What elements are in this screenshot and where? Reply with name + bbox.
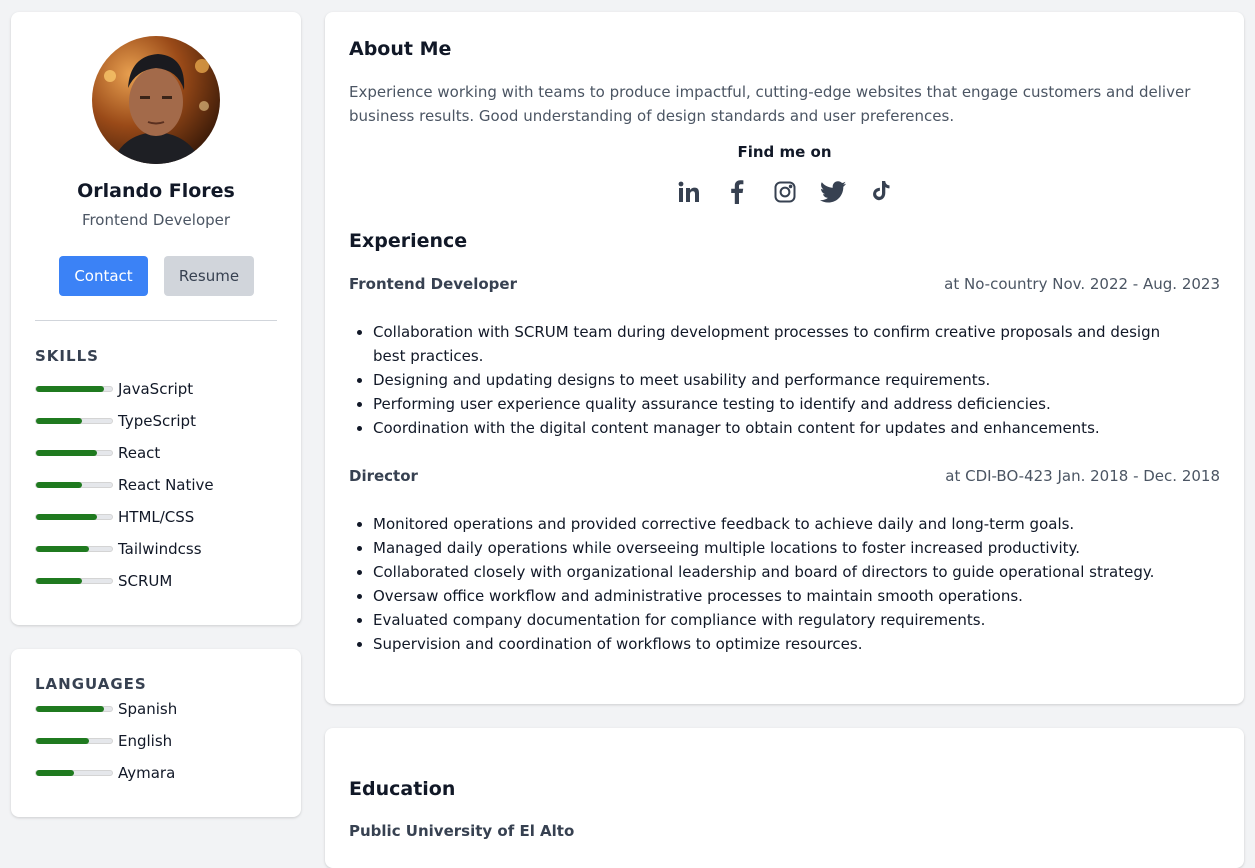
job-bullets [349, 512, 1193, 656]
language-level-bar [35, 738, 113, 744]
language-level-bar [35, 770, 113, 776]
education-card [325, 728, 1244, 868]
skill-row [35, 539, 202, 559]
contact-button[interactable]: Contact [59, 256, 148, 296]
skill-level-fill [36, 578, 82, 584]
skill-row [35, 411, 196, 431]
skill-level-fill [36, 482, 82, 488]
tiktok-icon[interactable] [865, 178, 897, 206]
languages-heading: LANGUAGES [35, 675, 147, 693]
about-heading: About Me [349, 38, 452, 60]
job-meta: at No-country Nov. 2022 - Aug. 2023 [944, 275, 1220, 293]
skill-level-bar [35, 450, 113, 456]
skill-level-bar [35, 418, 113, 424]
skill-level-bar [35, 578, 113, 584]
language-name: English [118, 732, 173, 750]
skills-heading: SKILLS [35, 347, 99, 365]
language-level-fill [36, 738, 89, 744]
language-level-fill [36, 706, 104, 712]
skill-name: React Native [118, 476, 214, 494]
skill-level-fill [36, 514, 97, 520]
language-row [35, 699, 177, 719]
profile-name: Orlando Flores [77, 180, 235, 202]
job-title: Director [349, 467, 418, 485]
list-item: • Designing and updating designs to meet usability and performance requirements. [373, 368, 1193, 392]
job-bullets [349, 320, 1193, 440]
skill-row [35, 443, 160, 463]
avatar [92, 36, 220, 164]
skill-level-bar [35, 482, 113, 488]
language-row [35, 731, 172, 751]
divider [35, 320, 277, 321]
education-heading: Education [349, 778, 456, 800]
list-item: • Coordination with the digital content manager to obtain content for updates and enhancements. [373, 416, 1193, 440]
skill-level-fill [36, 546, 89, 552]
find-me-label: Find me on [737, 143, 832, 161]
resume-button[interactable]: Resume [164, 256, 254, 296]
skill-name: SCRUM [118, 572, 173, 590]
skill-row [35, 475, 214, 495]
skill-name: Tailwindcss [118, 540, 202, 558]
skill-row [35, 507, 194, 527]
experience-heading: Experience [349, 230, 468, 252]
language-level-bar [35, 706, 113, 712]
skill-name: JavaScript [118, 380, 194, 398]
language-level-fill [36, 770, 74, 776]
list-item: • Collaborated closely with organizational leadership and board of directors to guide operational strategy. [373, 560, 1193, 584]
social-links [325, 178, 1244, 206]
languages-card [11, 649, 301, 817]
language-row [35, 763, 175, 783]
profile-role: Frontend Developer [81, 211, 231, 229]
instagram-icon[interactable] [769, 178, 801, 206]
skill-level-bar [35, 514, 113, 520]
language-name: Spanish [118, 700, 178, 718]
job-meta: at CDI-BO-423 Jan. 2018 - Dec. 2018 [945, 467, 1220, 485]
job-title: Frontend Developer [349, 275, 517, 293]
skill-level-bar [35, 546, 113, 552]
facebook-icon[interactable] [721, 178, 753, 206]
education-school: Public University of El Alto [349, 822, 575, 840]
list-item: • Collaboration with SCRUM team during development processes to confirm creative proposals and design best practices. [373, 320, 1193, 368]
skill-level-bar [35, 386, 113, 392]
skill-row [35, 379, 193, 399]
skill-name: HTML/CSS [118, 508, 195, 526]
skill-row [35, 571, 172, 591]
skill-level-fill [36, 386, 104, 392]
skill-level-fill [36, 418, 82, 424]
list-item: • Managed daily operations while overseeing multiple locations to foster increased productivity. [373, 536, 1193, 560]
main-card [325, 12, 1244, 704]
list-item: • Oversaw office workflow and administrative processes to maintain smooth operations. [373, 584, 1193, 608]
language-name: Aymara [118, 764, 176, 782]
list-item: • Monitored operations and provided corrective feedback to achieve daily and long-term goals. [373, 512, 1193, 536]
list-item: • Performing user experience quality assurance testing to identify and address deficiencies. [373, 392, 1193, 416]
about-text: Experience working with teams to produce impactful, cutting-edge websites that engage customers and deliver business results. Good understanding of design standards and user preferences. [349, 83, 1191, 125]
skill-name: TypeScript [118, 412, 196, 430]
list-item: • Supervision and coordination of workflows to optimize resources. [373, 632, 1193, 656]
linkedin-icon[interactable] [673, 178, 705, 206]
twitter-icon[interactable] [817, 178, 849, 206]
list-item: • Evaluated company documentation for compliance with regulatory requirements. [373, 608, 1193, 632]
skill-level-fill [36, 450, 97, 456]
profile-card [11, 12, 301, 625]
skill-name: React [118, 444, 161, 462]
